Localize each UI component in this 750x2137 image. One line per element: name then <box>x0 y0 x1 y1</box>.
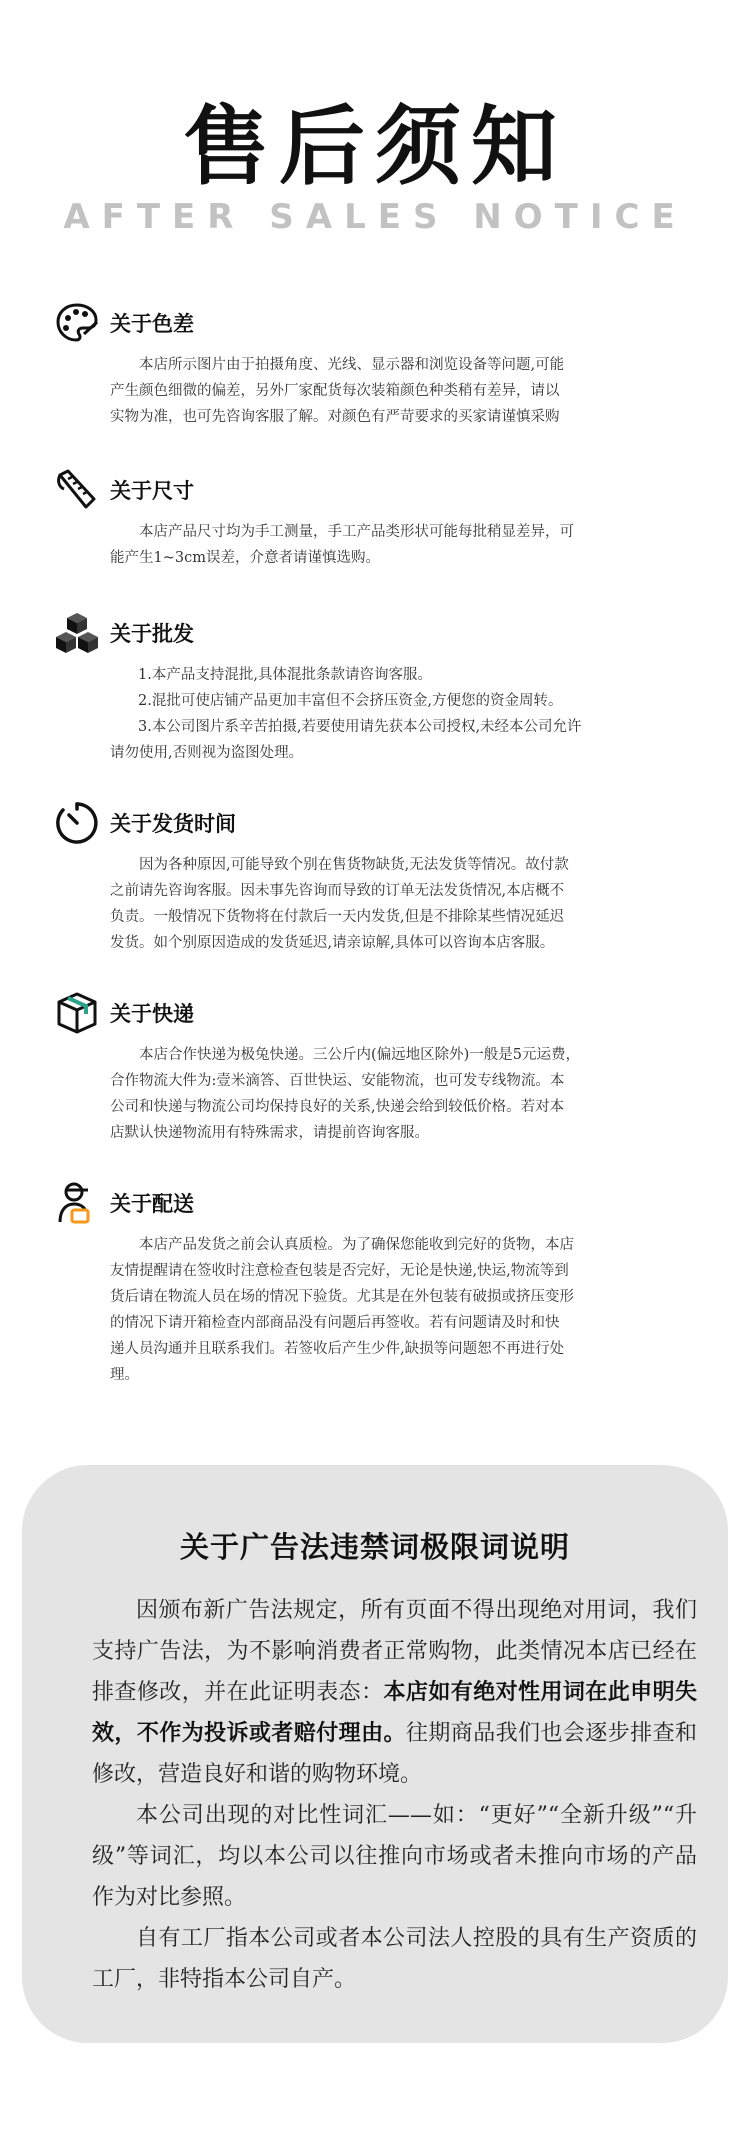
text-line: 因为各种原因,可能导致个别在售货物缺货,无法发货等情况。故付款 <box>139 857 569 873</box>
text-line: 的情况下请开箱检查内部商品没有问题后再签收。若有问题请及时和快 <box>110 1315 560 1331</box>
text-line: 本店产品发货之前会认真质检。为了确保您能收到完好的货物，本店 <box>139 1237 574 1253</box>
text-line: 公司和快递与物流公司均保持良好的关系,快递会给到较低价格。若对本 <box>110 1099 565 1115</box>
section-title: 关于发货时间 <box>110 812 236 836</box>
text-line: 2.混批可使店铺产品更加丰富但不会挤压资金,方便您的资金周转。 <box>138 693 563 709</box>
text-line: 发货。如个别原因造成的发货延迟,请亲谅解,具体可以咨询本店客服。 <box>110 935 555 951</box>
page-title: 售后须知 <box>183 97 567 197</box>
boxes-stack-icon <box>54 610 100 656</box>
section-title: 关于批发 <box>110 622 194 646</box>
ad-law-notice-panel <box>22 1465 728 2043</box>
text-line: 产生颜色细微的偏差，另外厂家配货每次装箱颜色种类稍有差异，请以 <box>110 383 560 399</box>
section-title: 关于色差 <box>110 312 194 336</box>
section-title: 关于快递 <box>110 1002 194 1026</box>
notice-text <box>92 1590 697 2000</box>
section-color-difference <box>54 300 704 430</box>
text-line: 负责。一般情况下货物将在付款后一天内发货,但是不排除某些情况延迟 <box>110 909 565 925</box>
text-line: 友情提醒请在签收时注意检查包装是否完好，无论是快递,快运,物流等到 <box>110 1263 569 1279</box>
section-wholesale <box>54 610 704 766</box>
tape-measure-icon <box>54 467 100 513</box>
text-line: 货后请在物流人员在场的情况下验货。尤其是在外包装有破损或挤压变形 <box>110 1289 574 1305</box>
text-line: 合作物流大件为:壹米滴答、百世快运、安能物流，也可发专线物流。本 <box>110 1073 565 1089</box>
section-text <box>54 1232 704 1388</box>
section-express <box>54 990 704 1146</box>
page-subtitle: AFTER SALES NOTICE <box>63 197 687 237</box>
notice-paragraph: 自有工厂指本公司或者本公司法人控股的具有生产资质的工厂，非特指本公司自产。 <box>92 1926 697 1992</box>
section-size <box>54 467 704 571</box>
text-line: 本店所示图片由于拍摄角度、光线、显示器和浏览设备等问题,可能 <box>139 357 565 373</box>
timer-icon <box>54 800 100 846</box>
notice-paragraph <box>92 1590 697 1795</box>
section-text <box>54 662 704 766</box>
notice-paragraph: 本公司出现的对比性词汇——如：“更好”“全新升级”“升级”等词汇，均以本公司以往推向市场或者未推向市场的产品作为对比参照。 <box>92 1803 697 1910</box>
text-line: 本店合作快递为极兔快递。三公斤内(偏远地区除外)一般是5元运费， <box>139 1047 581 1063</box>
text-line: 理。 <box>110 1367 139 1383</box>
section-title: 关于配送 <box>110 1192 194 1216</box>
section-shipping-time <box>54 800 704 956</box>
text-line: 3.本公司图片系辛苦拍摄,若要使用请先获本公司授权,未经本公司允许 <box>138 719 582 735</box>
text-line: 实物为准，也可先咨询客服了解。对颜色有严苛要求的买家请谨慎采购 <box>110 409 560 425</box>
courier-icon <box>54 1180 100 1226</box>
notice-bold-statement: 本店如有绝对性用词在此申明失效，不作为投诉或者赔付理由。 <box>92 1679 697 1746</box>
palette-icon <box>54 300 100 346</box>
section-title: 关于尺寸 <box>110 479 194 503</box>
section-text <box>54 1042 704 1146</box>
section-text <box>54 352 704 430</box>
text-line: 1.本产品支持混批,具体混批条款请咨询客服。 <box>138 667 432 683</box>
text-line: 店默认快递物流用有特殊需求，请提前咨询客服。 <box>110 1125 429 1141</box>
text-line: 请勿使用,否则视为盗图处理。 <box>110 745 304 761</box>
section-text <box>54 519 704 571</box>
notice-title: 关于广告法违禁词极限词说明 <box>179 1530 570 1564</box>
text-line: 之前请先咨询客服。因未事先咨询而导致的订单无法发货情况,本店概不 <box>110 883 565 899</box>
section-delivery <box>54 1180 704 1388</box>
text-line: 本店产品尺寸均为手工测量，手工产品类形状可能每批稍显差异，可 <box>139 524 574 540</box>
section-text <box>54 852 704 956</box>
notice-text-span: 因颁布新广告法规定，所有页面不得出现绝对用词，我们支持广告法，为不影响消费者正常购物，此类情况本店已经在排查修改，并在此证明表态： <box>92 1598 697 1705</box>
notice-text-span: 往期商品我们也会逐步排查和修改，营造良好和谐的购物环境。 <box>92 1721 697 1787</box>
text-line: 递人员沟通并且联系我们。若签收后产生少件,缺损等问题恕不再进行处 <box>110 1341 565 1357</box>
package-icon <box>54 990 100 1036</box>
text-line: 能产生1~3cm误差，介意者请谨慎选购。 <box>110 550 380 566</box>
